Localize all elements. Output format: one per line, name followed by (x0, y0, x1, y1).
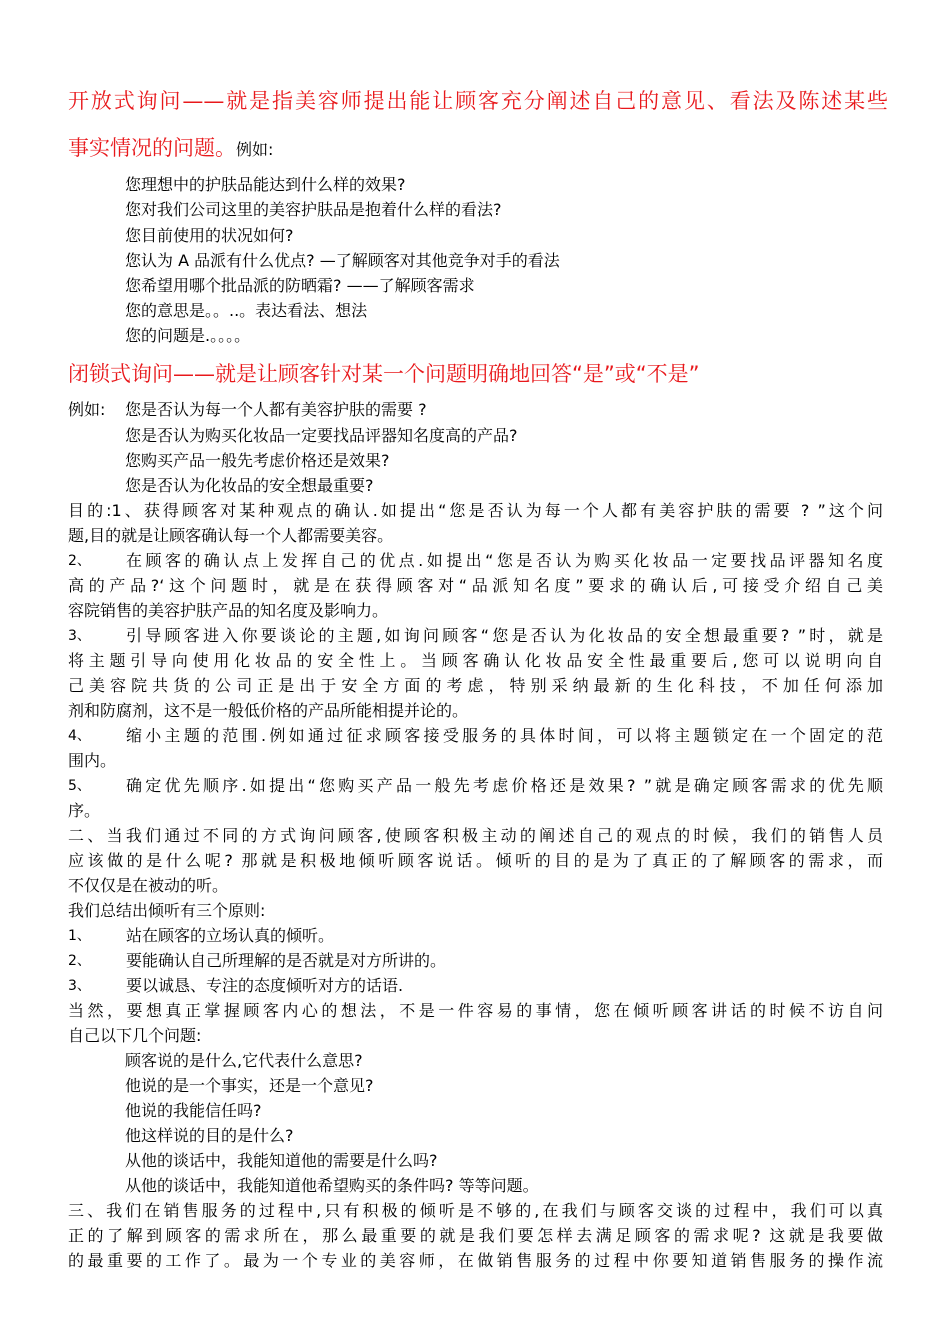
point-number: 3、 (68, 628, 91, 644)
purpose-line: 目的:1、获得顾客对某种观点的确认.如提出“您是否认为每一个人都有美容护肤的需要 ? ”这个问 (68, 501, 883, 520)
point-text: 引导顾客进入你要谈论的主题,如询问顾客“您是否认为化妆品的安全想最重要? ”时，就是 (126, 626, 883, 645)
purpose-line: 题,目的就是让顾客确认每一个人都需要美容。 (68, 526, 394, 545)
section-two-after-line: 当然，要想真正掌握顾客内心的想法，不是一件容易的事情，您在倾听顾客讲话的时候不访自问 (68, 1001, 883, 1020)
open-question-item: 您认为 A 品派有什么优点? —了解顾客对其他竞争对手的看法 (125, 251, 560, 270)
section-three-line: 正的了解到顾客的需求所在，那么最重要的就是我们要怎样去满足顾客的需求呢? 这就是我要做 (68, 1226, 883, 1245)
point-text: 剂和防腐剂，这不是一般低价格的产品所能相提并论的。 (68, 701, 469, 720)
self-question: 他说的我能信任吗? (125, 1101, 262, 1120)
section-two-line: 二、当我们通过不同的方式询问顾客,使顾客积极主动的阐述自己的观点的时候，我们的销售人员 (68, 826, 883, 845)
point-text: 将主题引导向使用化妆品的安全性上。当顾客确认化妆品安全性最重要后,您可以说明向自 (68, 651, 883, 670)
point-number: 2、 (68, 553, 91, 569)
closed-question-heading: 闭锁式询问——就是让顾客针对某一个问题明确地回答“是”或“不是” (68, 362, 700, 386)
open-question-item: 您希望用哪个批品派的防晒霜? ——了解顾客需求 (125, 276, 475, 295)
open-question-heading-line1: 开放式询问——就是指美容师提出能让顾客充分阐述自己的意见、看法及陈述某些 (68, 89, 888, 113)
point-text: 己美容院共货的公司正是出于安全方面的考虑，特别采纳最新的生化科技，不加任何添加 (68, 676, 883, 695)
point-number: 5、 (68, 778, 91, 794)
open-question-item: 您的问题是.。。。。 (125, 326, 251, 345)
point-text: 围内。 (68, 751, 117, 770)
point-text: 在顾客的确认点上发挥自己的优点.如提出“您是否认为购买化妆品一定要找品评器知名度 (126, 551, 883, 570)
point-text: 高的产品?‘这个问题时，就是在获得顾客对“品派知名度”要求的确认后,可接受介绍自己美 (68, 576, 883, 595)
section-two-line: 应该做的是什么呢? 那就是积极地倾听顾客说话。倾听的目的是为了真正的了解顾客的需求，而 (68, 851, 883, 870)
open-question-item: 您目前使用的状况如何? (125, 226, 294, 245)
point-text: 序。 (68, 801, 101, 820)
closed-question-item: 您是否认为化妆品的安全想最重要? (125, 476, 374, 495)
principle-number: 3、 (68, 978, 91, 994)
principle-number: 2、 (68, 953, 91, 969)
principle-number: 1、 (68, 928, 91, 944)
principle-text: 要能确认自己所理解的是否就是对方所讲的。 (126, 951, 447, 970)
open-question-example-label: 例如: (236, 140, 274, 159)
closed-question-item: 您是否认为购买化妆品一定要找品评器知名度高的产品? (125, 426, 518, 445)
principle-text: 站在顾客的立场认真的倾听。 (126, 926, 335, 945)
open-question-item: 您理想中的护肤品能达到什么样的效果? (125, 175, 406, 194)
point-number: 4、 (68, 728, 91, 744)
section-three-line: 的最重要的工作了。最为一个专业的美容师，在做销售服务的过程中你要知道销售服务的操作流 (68, 1251, 883, 1270)
open-question-item: 您对我们公司这里的美容护肤品是抱着什么样的看法? (125, 200, 502, 219)
section-two-after-line: 自己以下几个问题: (68, 1026, 202, 1045)
open-question-heading-line2 (68, 138, 888, 159)
principle-text: 要以诚恳、专注的态度倾听对方的话语. (126, 976, 404, 995)
open-question-item: 您的意思是。。..。表达看法、想法 (125, 301, 368, 320)
self-question: 顾客说的是什么,它代表什么意思? (125, 1051, 363, 1070)
open-question-heading-tail: 事实情况的问题。 (68, 136, 236, 160)
closed-question-example-label: 例如: (68, 400, 106, 419)
section-three-line: 三、我们在销售服务的过程中,只有积极的倾听是不够的,在我们与顾客交谈的过程中，我们可以真 (68, 1201, 883, 1220)
point-text: 确定优先顺序.如提出“您购买产品一般先考虑价格还是效果? ”就是确定顾客需求的优先顺 (126, 776, 883, 795)
self-question: 从他的谈话中，我能知道他的需要是什么吗? (125, 1151, 438, 1170)
closed-question-item: 您是否认为每一个人都有美容护肤的需要 ? (125, 400, 427, 419)
point-text: 容院销售的美容护肤产品的知名度及影响力。 (68, 601, 389, 620)
self-question: 他说的是一个事实，还是一个意见? (125, 1076, 374, 1095)
self-question: 从他的谈话中，我能知道他希望购买的条件吗? 等等问题。 (125, 1176, 539, 1195)
self-question: 他这样说的目的是什么? (125, 1126, 294, 1145)
point-text: 缩小主题的范围.例如通过征求顾客接受服务的具体时间，可以将主题锁定在一个固定的范 (126, 726, 883, 745)
closed-question-item: 您购买产品一般先考虑价格还是效果? (125, 451, 390, 470)
principles-intro: 我们总结出倾听有三个原则: (68, 901, 266, 920)
section-two-line: 不仅仅是在被动的听。 (68, 876, 229, 895)
